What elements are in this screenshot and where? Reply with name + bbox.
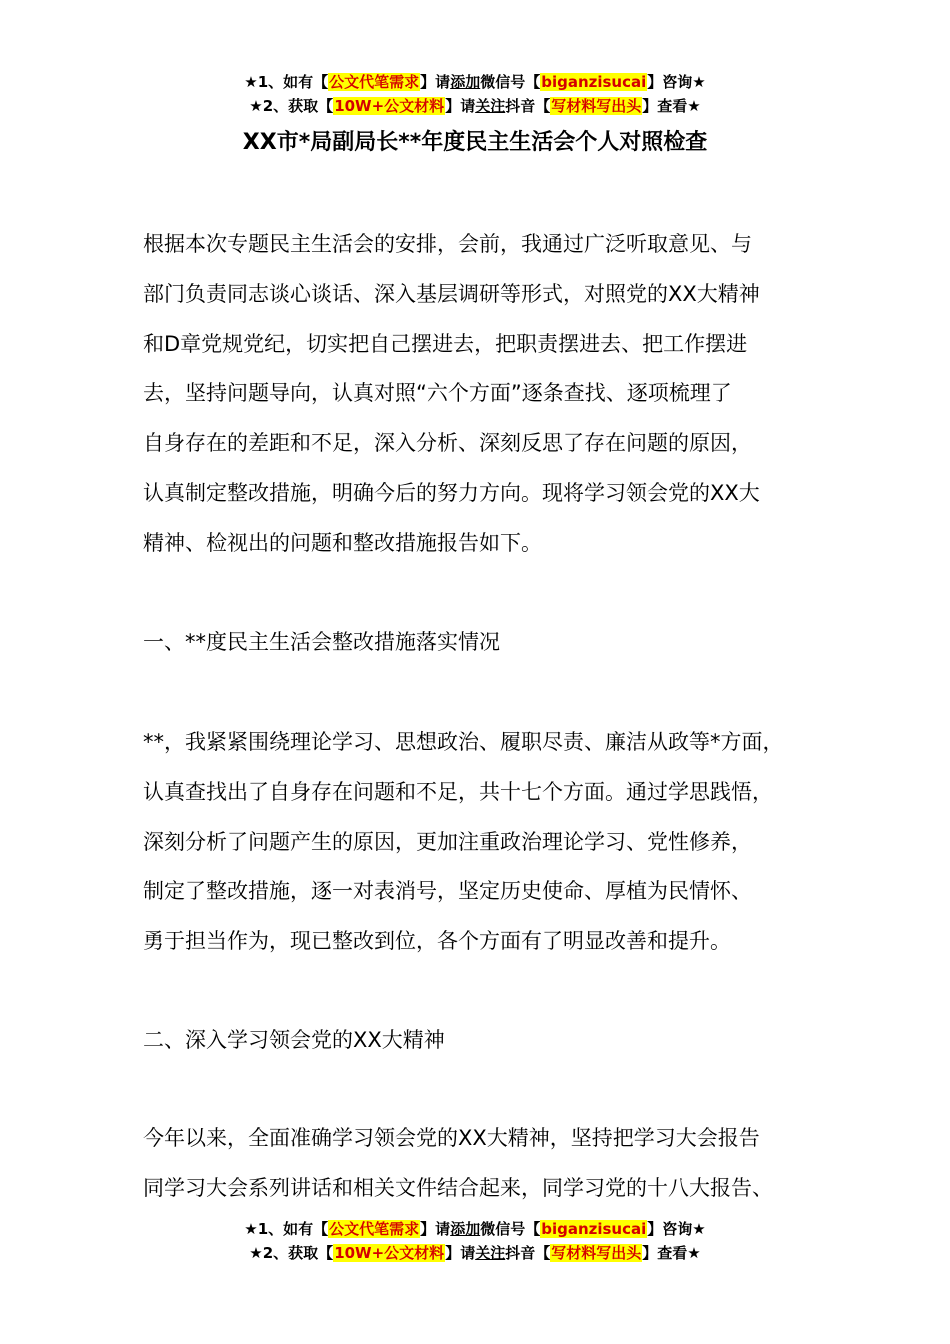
- intro-paragraph: [143, 220, 833, 569]
- promo-text: 】请: [445, 97, 476, 115]
- text-line: 和D章党规党纪，切实把自己摆进去，把职责摆进去、把工作摆进: [143, 331, 748, 356]
- promo-text: 】查看★: [642, 97, 701, 115]
- promo-text: 】咨询★: [647, 1220, 706, 1238]
- section-1-paragraph: [143, 718, 833, 967]
- text-line: **，我紧紧围绕理论学习、思想政治、履职尽责、廉洁从政等*方面，: [143, 730, 784, 754]
- promo-text: 】查看★: [642, 1244, 701, 1262]
- promo-text: ★2、获取【: [249, 1244, 334, 1262]
- text-line: 部门负责同志谈心谈话、深入基层调研等形式，对照党的XX大精神: [143, 281, 760, 306]
- highlight-wechat-id: biganzisucai: [541, 73, 647, 91]
- text-line: 同学习大会系列讲话和相关文件结合起来，同学习党的十八大报告、: [143, 1175, 773, 1200]
- promo-text: 】请: [420, 73, 451, 91]
- promo-text: 微信号【: [480, 73, 541, 91]
- promo-line-1: [0, 1217, 950, 1241]
- promo-banner-top: [0, 70, 950, 118]
- text-line: 自身存在的差距和不足，深入分析、深刻反思了存在问题的原因，: [143, 431, 752, 456]
- highlight-materials: 10W+公文材料: [334, 97, 445, 115]
- text-line: 认真查找出了自身存在问题和不足，共十七个方面。通过学思践悟，: [143, 779, 773, 804]
- highlight-service: 公文代笔需求: [329, 73, 420, 91]
- document-title: XX市*局副局长**年度民主生活会个人对照检查: [242, 130, 708, 155]
- text-line: 制定了整改措施，逐一对表消号，坚定历史使命、厚植为民情怀、: [143, 879, 752, 904]
- underlined-text: 添加: [450, 1220, 481, 1238]
- promo-text: 】请: [445, 1244, 476, 1262]
- promo-text: ★2、获取【: [249, 97, 334, 115]
- promo-text: ★1、如有【: [244, 1220, 329, 1238]
- promo-banner-bottom: [0, 1217, 950, 1265]
- text-line: 认真制定整改措施，明确今后的努力方向。现将学习领会党的XX大: [143, 480, 760, 505]
- highlight-douyin-account: 写材料写出头: [551, 97, 642, 115]
- promo-line-1: [0, 70, 950, 94]
- promo-text: 】咨询★: [647, 73, 706, 91]
- text-line: 勇于担当作为，现已整改到位，各个方面有了明显改善和提升。: [143, 929, 731, 954]
- promo-text: ★1、如有【: [244, 73, 329, 91]
- promo-text: 】请: [420, 1220, 451, 1238]
- text-line: 精神、检视出的问题和整改措施报告如下。: [143, 530, 542, 555]
- promo-line-2: [0, 1241, 950, 1265]
- promo-text: 微信号【: [480, 1220, 541, 1238]
- text-line: 根据本次专题民主生活会的安排，会前，我通过广泛听取意见、与: [143, 232, 752, 256]
- underlined-text: 关注: [475, 97, 506, 115]
- highlight-service: 公文代笔需求: [329, 1220, 420, 1238]
- highlight-wechat-id: biganzisucai: [541, 1220, 647, 1238]
- text-line: 去，坚持问题导向，认真对照“六个方面”逐条查找、逐项梳理了: [143, 381, 732, 406]
- promo-line-2: [0, 94, 950, 118]
- highlight-douyin-account: 写材料写出头: [551, 1244, 642, 1262]
- highlight-materials: 10W+公文材料: [334, 1244, 445, 1262]
- underlined-text: 添加: [450, 73, 481, 91]
- section-heading-2: 二、深入学习领会党的XX大精神: [143, 1028, 445, 1052]
- text-line: 深刻分析了问题产生的原因，更加注重政治理论学习、党性修养，: [143, 829, 752, 854]
- promo-text: 抖音【: [505, 97, 551, 115]
- underlined-text: 关注: [475, 1244, 506, 1262]
- promo-text: 抖音【: [505, 1244, 551, 1262]
- section-heading-1: 一、**度民主生活会整改措施落实情况: [143, 630, 500, 654]
- text-line: 今年以来，全面准确学习领会党的XX大精神，坚持把学习大会报告: [143, 1126, 760, 1150]
- section-2-paragraph: [143, 1114, 833, 1214]
